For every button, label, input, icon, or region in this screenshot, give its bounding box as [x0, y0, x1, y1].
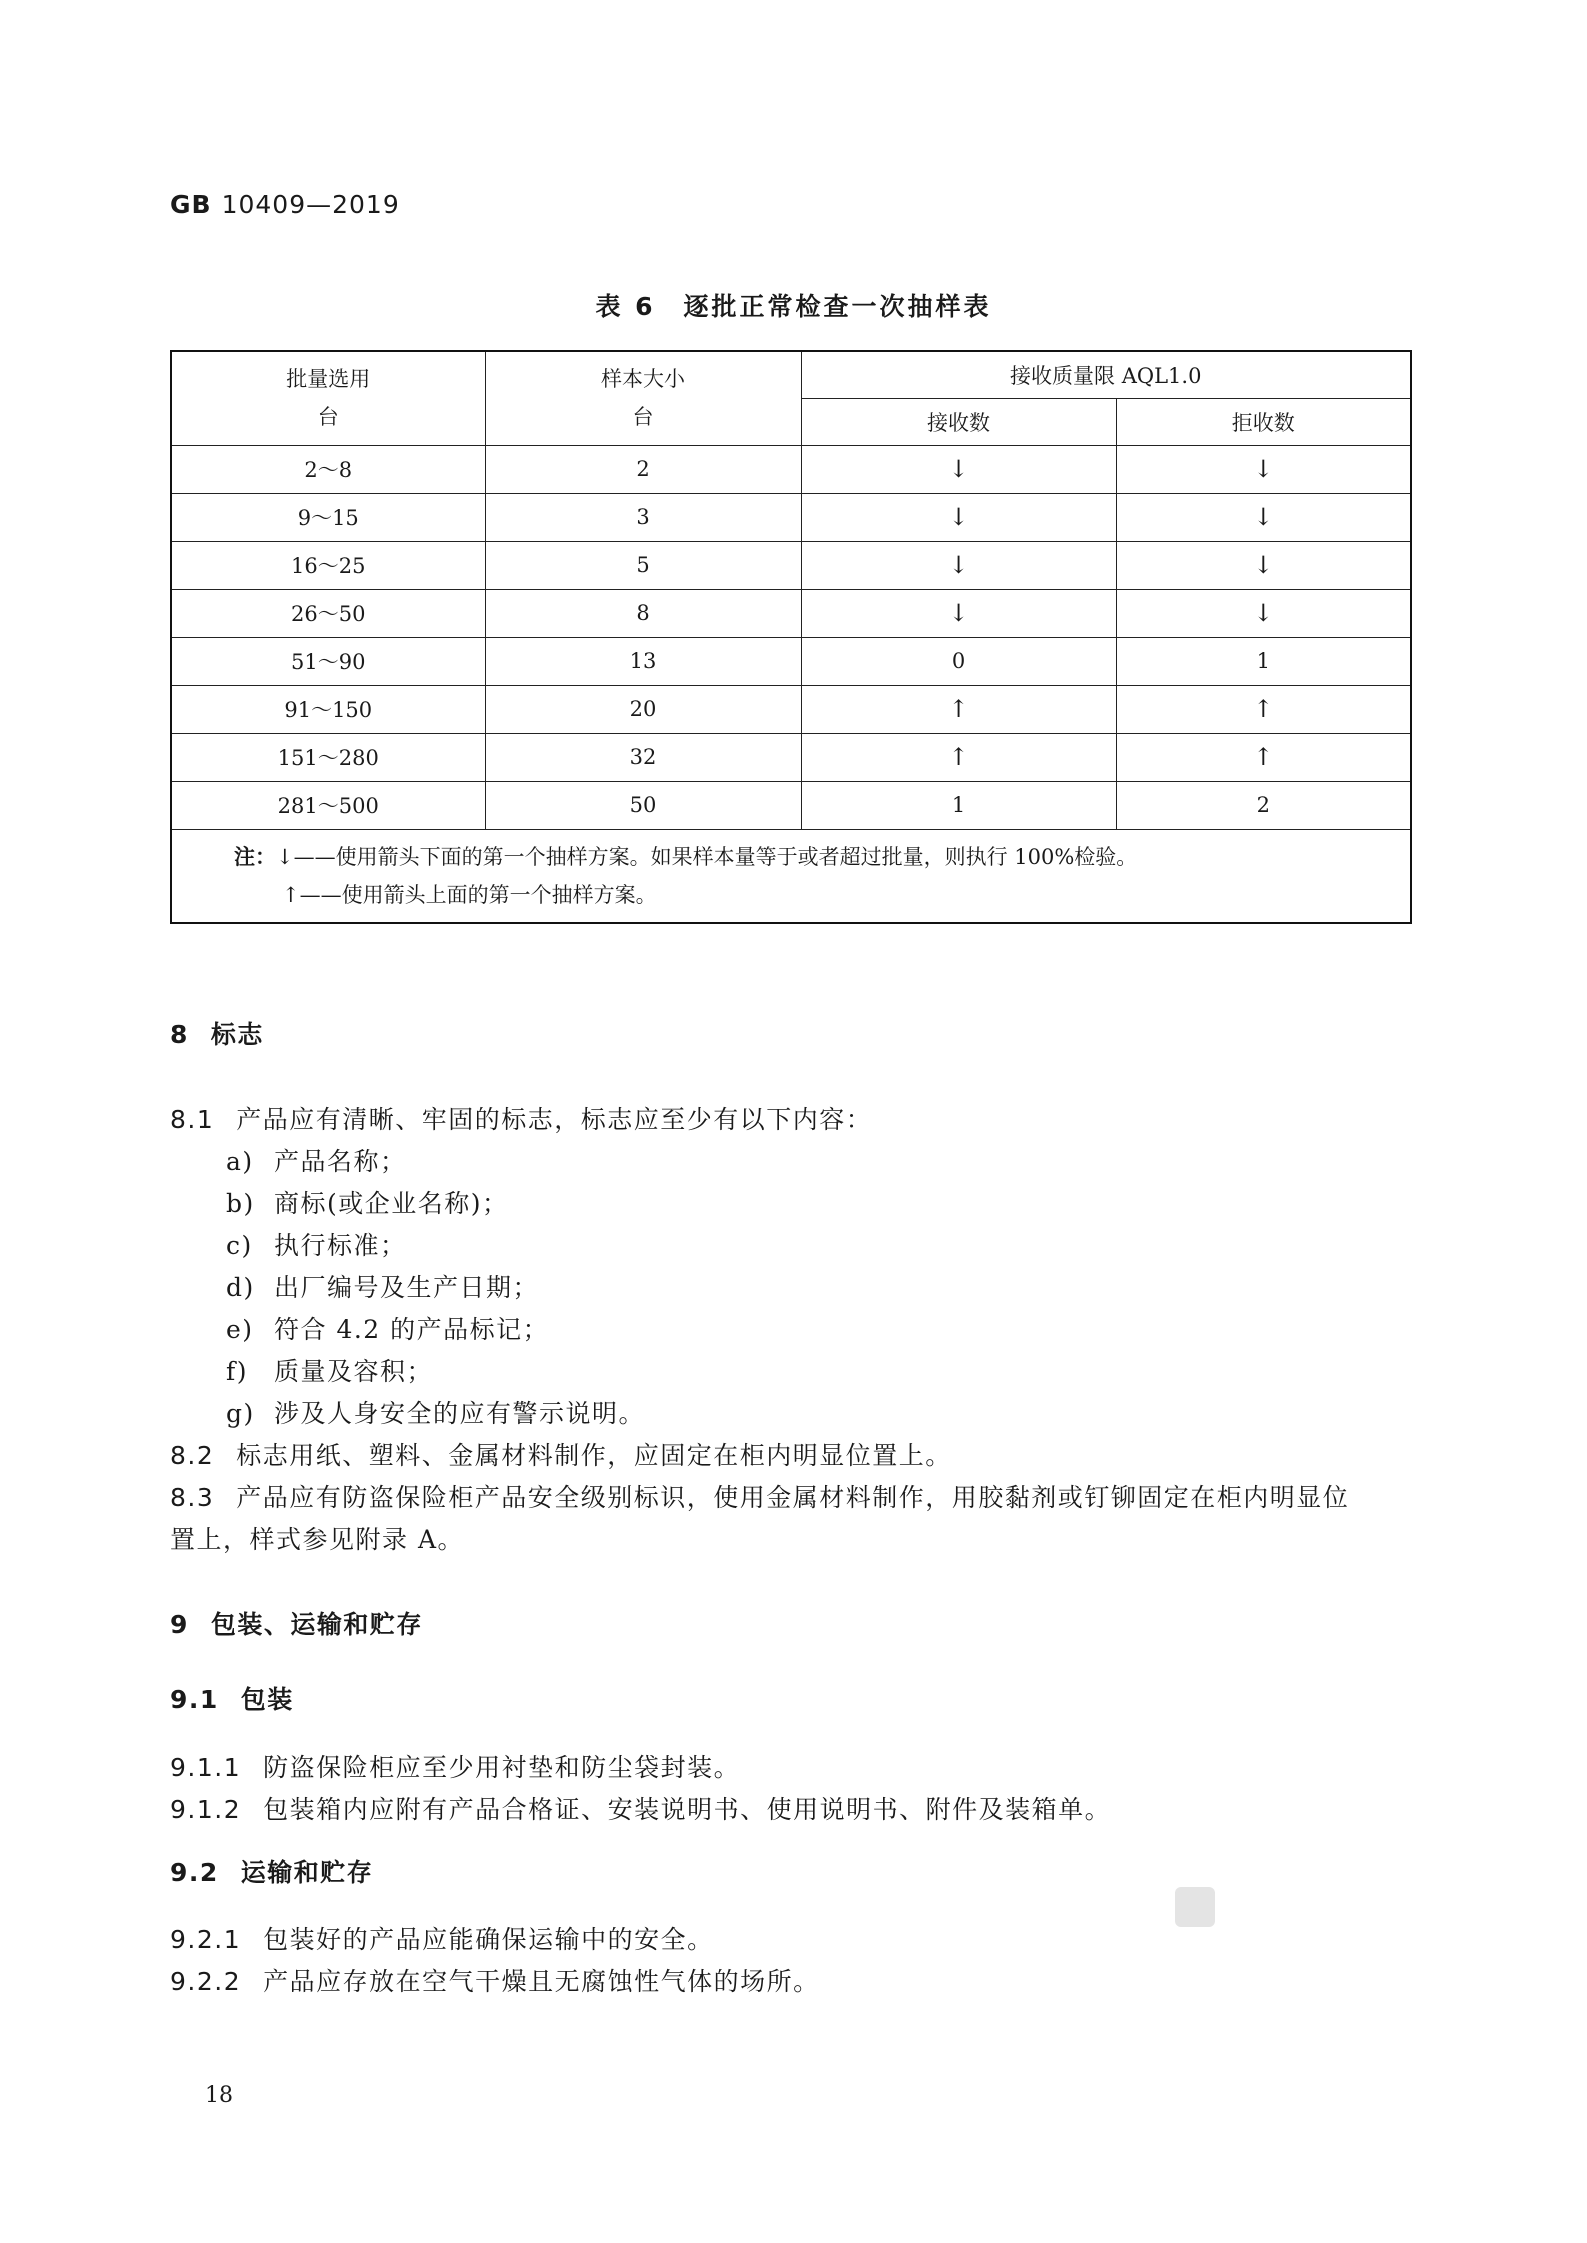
cell-batch: 2～8	[171, 445, 485, 493]
cell-reject: 2	[1116, 781, 1411, 829]
cell-reject: 1	[1116, 637, 1411, 685]
clause-8-1: 8.1 产品应有清晰、牢固的标志，标志应至少有以下内容：	[170, 1105, 873, 1134]
table-title: 表 6 逐批正常检查一次抽样表	[595, 292, 992, 321]
list-item: a) 产品名称；	[226, 1147, 407, 1176]
cell-batch: 151～280	[171, 733, 485, 781]
cell-reject: ↓	[1116, 493, 1411, 541]
clause-9-2-1: 9.2.1 包装好的产品应能确保运输中的安全。	[170, 1925, 714, 1954]
cell-accept: 0	[801, 637, 1116, 685]
header-aql: 接收质量限 AQL1.0	[801, 351, 1411, 398]
cell-reject: ↓	[1116, 589, 1411, 637]
header-reject: 拒收数	[1116, 398, 1411, 445]
cell-sample: 8	[485, 589, 801, 637]
table-row	[171, 781, 1411, 829]
cell-accept: ↓	[801, 541, 1116, 589]
standard-number: 10409—2019	[221, 190, 400, 219]
cell-sample: 2	[485, 445, 801, 493]
header-accept: 接收数	[801, 398, 1116, 445]
clause-9-1-2: 9.1.2 包装箱内应附有产品合格证、安装说明书、使用说明书、附件及装箱单。	[170, 1795, 1112, 1824]
cell-accept: ↓	[801, 589, 1116, 637]
cell-sample: 50	[485, 781, 801, 829]
header-batch: 批量选用 台	[171, 351, 485, 445]
cell-accept: 1	[801, 781, 1116, 829]
sampling-table	[170, 350, 1412, 924]
cell-accept: ↓	[801, 493, 1116, 541]
standard-header	[170, 190, 400, 219]
cell-accept: ↑	[801, 733, 1116, 781]
note-label: 注：	[234, 844, 276, 869]
table-row	[171, 637, 1411, 685]
list-item: d) 出厂编号及生产日期；	[226, 1273, 540, 1302]
clause-8-3-continued: 置上，样式参见附录 A。	[170, 1525, 465, 1554]
page-number: 18	[205, 2083, 233, 2108]
cell-sample: 5	[485, 541, 801, 589]
cell-batch: 26～50	[171, 589, 485, 637]
clause-8-3: 8.3 产品应有防盗保险柜产品安全级别标识，使用金属材料制作，用胶黏剂或钉铆固定在柜内明显位	[170, 1483, 1350, 1512]
clause-9-2-heading: 9.2 运输和贮存	[170, 1858, 374, 1887]
cell-batch: 16～25	[171, 541, 485, 589]
list-item: c) 执行标准；	[226, 1231, 407, 1260]
section-9-heading: 9 包装、运输和贮存	[170, 1610, 423, 1639]
note-down-arrow: ↓——使用箭头下面的第一个抽样方案。如果样本量等于或者超过批量，则执行 100%检验。	[276, 844, 1138, 869]
cell-reject: ↑	[1116, 733, 1411, 781]
cell-accept: ↑	[801, 685, 1116, 733]
list-item: e) 符合 4.2 的产品标记；	[226, 1315, 550, 1344]
clause-9-1-heading: 9.1 包装	[170, 1685, 294, 1714]
scan-artifact-square	[1175, 1887, 1215, 1927]
table-row	[171, 685, 1411, 733]
cell-batch: 281～500	[171, 781, 485, 829]
cell-reject: ↓	[1116, 445, 1411, 493]
table-note	[171, 829, 1411, 923]
table-row	[171, 589, 1411, 637]
standard-code: GB	[170, 190, 212, 219]
cell-sample: 3	[485, 493, 801, 541]
table-row	[171, 733, 1411, 781]
cell-reject: ↑	[1116, 685, 1411, 733]
section-8-heading: 8 标志	[170, 1020, 264, 1049]
clause-8-2: 8.2 标志用纸、塑料、金属材料制作，应固定在柜内明显位置上。	[170, 1441, 952, 1470]
cell-batch: 9～15	[171, 493, 485, 541]
table-row	[171, 493, 1411, 541]
table-row	[171, 541, 1411, 589]
cell-sample: 13	[485, 637, 801, 685]
cell-batch: 51～90	[171, 637, 485, 685]
list-item: f) 质量及容积；	[226, 1357, 434, 1386]
list-item: g) 涉及人身安全的应有警示说明。	[226, 1399, 646, 1428]
cell-sample: 20	[485, 685, 801, 733]
clause-9-1-1: 9.1.1 防盗保险柜应至少用衬垫和防尘袋封装。	[170, 1753, 741, 1782]
note-up-arrow: ↑——使用箭头上面的第一个抽样方案。	[282, 882, 657, 907]
cell-accept: ↓	[801, 445, 1116, 493]
cell-batch: 91～150	[171, 685, 485, 733]
table-row	[171, 445, 1411, 493]
cell-reject: ↓	[1116, 541, 1411, 589]
list-item: b) 商标(或企业名称)；	[226, 1189, 509, 1218]
cell-sample: 32	[485, 733, 801, 781]
clause-9-2-2: 9.2.2 产品应存放在空气干燥且无腐蚀性气体的场所。	[170, 1967, 820, 1996]
header-sample: 样本大小 台	[485, 351, 801, 445]
